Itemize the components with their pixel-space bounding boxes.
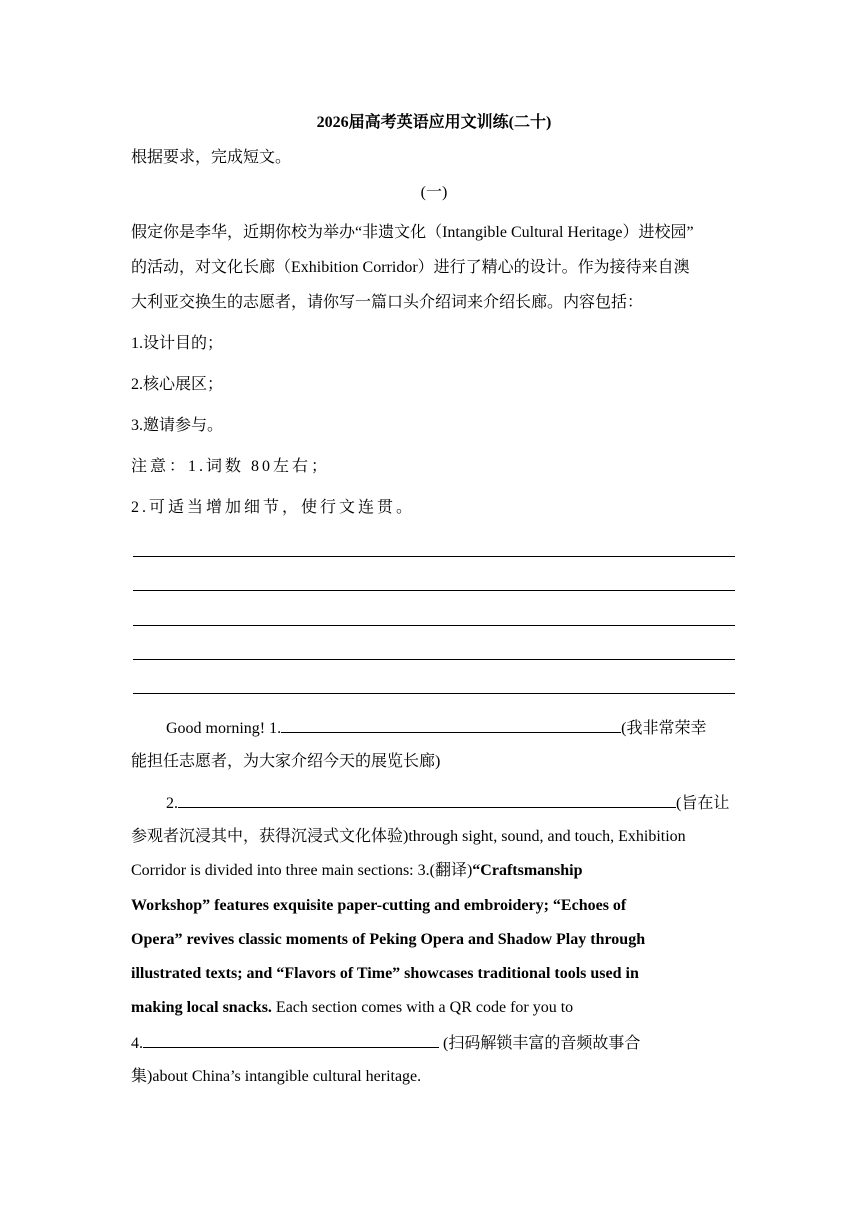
prompt-line-1: 假定你是李华，近期你校为举办“非遗文化（Intangible Cultural Heritage）进校园”	[131, 224, 694, 241]
section-marker: (一)	[420, 184, 448, 201]
hint-4b: 集)	[131, 1068, 153, 1085]
blank-2[interactable]	[178, 791, 676, 808]
writing-line-4[interactable]	[133, 659, 735, 660]
blank-1[interactable]	[281, 716, 621, 733]
blank-2-number: 2.	[166, 795, 178, 812]
writing-line-1[interactable]	[133, 556, 735, 557]
passage-line-5	[131, 859, 583, 883]
writing-line-5[interactable]	[133, 693, 735, 694]
passage-line-3	[166, 791, 729, 816]
passage-line-1	[166, 716, 706, 741]
passage-line-7	[131, 928, 645, 952]
passage-line-11	[131, 1065, 421, 1089]
hint-1a: (我非常荣幸	[621, 720, 707, 737]
passage-line-8	[131, 962, 639, 986]
bold-text-start: “Craftsmanship	[472, 862, 583, 879]
note-1: 注意：1.词数 80左右；	[131, 458, 331, 475]
page-title: 2026届高考英语应用文训练(二十)	[316, 114, 552, 131]
prompt-line-2: 的活动，对文化长廊（Exhibition Corridor）进行了精心的设计。作为接待来自澳	[131, 259, 690, 276]
bold-line-4: making local snacks.	[131, 999, 272, 1016]
prompt-line-3: 大利亚交换生的志愿者，请你写一篇口头介绍词来介绍长廊。内容包括：	[131, 294, 644, 311]
writing-line-2[interactable]	[133, 590, 735, 591]
point-3: 3.邀请参与。	[131, 417, 224, 434]
bold-line-2: Opera” revives classic moments of Peking Opera and Shadow Play through	[131, 931, 646, 948]
passage-line-2: 能担任志愿者，为大家介绍今天的展览长廊)	[131, 753, 441, 770]
hint-2b: 参观者沉浸其中，获得沉浸式文化体验)	[131, 828, 409, 845]
instruction-text: 根据要求，完成短文。	[131, 149, 292, 166]
bold-line-1: Workshop” features exquisite paper-cutting and embroidery; “Echoes of	[131, 897, 627, 914]
note-2: 2.可适当增加细节，使行文连贯。	[131, 499, 416, 516]
passage-line-6	[131, 894, 626, 918]
bold-line-3: illustrated texts; and “Flavors of Time” showcases traditional tools used in	[131, 965, 639, 982]
passage-start: Good morning! 1.	[166, 720, 282, 737]
passage-text-2: through sight, sound, and touch, Exhibition	[408, 828, 686, 845]
passage-line-9	[131, 996, 573, 1020]
passage-text-4: Each section comes with a QR code for you to	[271, 999, 574, 1016]
hint-4a: (扫码解锁丰富的音频故事合	[439, 1035, 641, 1052]
blank-4-number: 4.	[131, 1035, 143, 1052]
point-1: 1.设计目的；	[131, 335, 224, 352]
passage-line-4	[131, 825, 686, 849]
point-2: 2.核心展区；	[131, 376, 224, 393]
passage-end: about China’s intangible cultural heritage.	[152, 1068, 422, 1085]
writing-line-3[interactable]	[133, 625, 735, 626]
passage-line-10	[131, 1031, 640, 1056]
blank-4[interactable]	[143, 1031, 439, 1048]
passage-text-3: Corridor is divided into three main sections: 3.(翻译)	[131, 862, 473, 879]
hint-2a: (旨在让	[676, 795, 730, 812]
